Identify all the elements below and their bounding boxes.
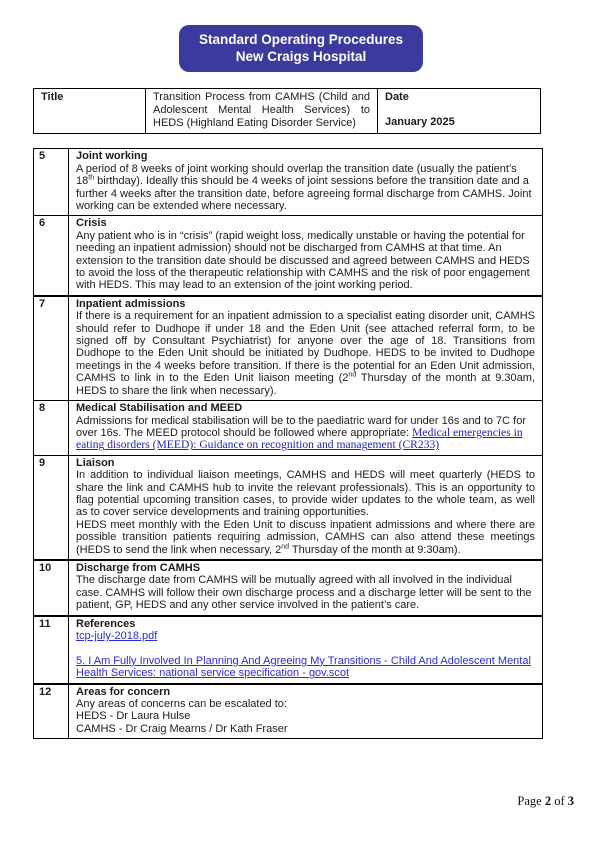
paragraph [76,415,535,452]
date-cell [378,89,541,134]
superscript-text: th [88,174,95,182]
row-heading: Areas for concern [76,685,171,698]
tcp-july-2018-pdf-link[interactable]: tcp-july-2018.pdf [76,630,158,643]
row-content [69,560,543,616]
paragraph [76,723,535,735]
table-row [34,149,543,216]
paragraph [76,642,535,654]
meed-guidance-link[interactable]: Medical emergencies in eating disorders (MEED): Guidance on recognition and management (CR233) [76,425,523,452]
date-label: Date [385,91,409,103]
title-value-cell: Transition Process from CAMHS (Child and Adolescent Mental Health Services) to HEDS (Highland Eating Disorder Service) [146,89,378,134]
row-content [69,401,543,456]
title-table-row [34,89,541,134]
text-segment: If there is a requirement for an inpatient admission to a specialist eating disorder unit, CAMHS should refer to Dudhope if under 18 and the Eden Unit (see attached referral form, to be signed off by Consultant Psychiatrist) for anyone over the age of 18. Transitions from Dudhope to the Eden Unit should be initiated by Dudhope. HEDS to be invited to Dudhope meetings in the 4 weeks before transition. If there is the potential for an Eden Unit admission, CAMHS to link in to the Eden Unit liaison meeting (2 [76,310,535,385]
paragraph [76,698,535,710]
row-number: 8 [34,401,69,456]
paragraph [76,310,535,397]
footer-of-word: of [551,794,568,808]
paragraph [76,163,535,213]
table-row [34,216,543,296]
table-row [34,401,543,456]
title-label-cell: Title [34,89,146,134]
row-heading: Liaison [76,456,115,469]
row-content [69,216,543,296]
text-segment: CAMHS - Dr Craig Mearns / Dr Kath Fraser [76,722,288,735]
table-row [34,560,543,616]
text-segment: Any patient who is in “crisis” (rapid weight loss, medically unstable or having the potential for needing an inpatient admission) should not be discharged from CAMHS at that time. An extension to the transition date should be discussed and agreed between CAMHS and HEDS to avoid the loss of the therapeutic relationship with CAMHS and the risk of poor engagement with HEDS. This may lead to an extension of the joint working period. [76,229,530,292]
text-segment: HEDS meet monthly with the Eden Unit to discuss inpatient admissions and where there are possible transition patients requiring admission, CAMHS can also attend these meetings (HEDS to send the link when necessary, 2 [76,518,535,556]
text-segment: The discharge date from CAMHS will be mutually agreed with all involved in the individual case. CAMHS will follow their own discharge process and a discharge letter will be sent to the patient, GP, HEDS and any other service involved in the patient’s care. [76,574,532,612]
text-segment: Thursday of the month at 9.30am, HEDS to share the link when necessary). [76,372,536,397]
text-segment: Admissions for medical stabilisation will be to the paediatric ward for under 16s and to 7C for over 16s. The MEED protocol should be followed where appropriate: [76,414,527,439]
text-segment: HEDS - Dr Laura Hulse [76,710,191,723]
table-row [34,455,543,560]
row-number: 11 [34,616,69,684]
paragraph [76,469,535,519]
page-number-footer [517,794,574,809]
text-segment: In addition to individual liaison meetings, CAMHS and HEDS will meet quarterly (HEDS to share the link and CAMHS hub to invite the relevant professionals). This is an opportunity to flag potential upcoming transition cases, to provide wider updates to the whole team, as well as to cover service developments and training opportunities. [76,469,535,519]
row-heading: References [76,617,136,630]
row-content [69,684,543,739]
row-heading: Crisis [76,217,107,230]
row-heading: Medical Stabilisation and MEED [76,402,243,415]
paragraph [76,655,535,680]
row-content [69,455,543,560]
paragraph [76,630,535,642]
table-row [34,616,543,684]
footer-page-word: Page [517,794,545,808]
text-segment: birthday). Ideally this should be 4 weeks of joint sessions before the transition date and a further 4 weeks after the transition date, before agreeing formal discharge from CAMHS. Joint working can be extended where necessary. [76,175,532,213]
table-row [34,296,543,401]
banner-line-1: Standard Operating Procedures [198,32,404,47]
paragraph [76,230,535,292]
row-content [69,296,543,401]
text-segment [76,642,79,654]
row-heading: Inpatient admissions [76,297,186,310]
row-number: 12 [34,684,69,739]
text-segment: Any areas of concerns can be escalated to: [76,698,287,711]
paragraph [76,574,535,611]
footer-total-pages: 3 [567,794,574,808]
row-number: 9 [34,455,69,560]
banner [179,25,423,72]
row-heading: Discharge from CAMHS [76,561,201,574]
govscot-specification-link[interactable]: 5. I Am Fully Involved In Planning And Agreeing My Transitions - Child And Adolescent Mental Health Services: national service specification - gov.scot [76,654,531,680]
text-segment: A period of 8 weeks of joint working should overlap the transition date (usually the patient’s 18 [76,162,517,188]
sop-table-body [34,149,543,739]
banner-line-2: New Craigs Hospital [235,49,367,64]
table-row [34,684,543,739]
row-number: 5 [34,149,69,216]
text-segment: Thursday of the month at 9:30am). [289,543,461,556]
paragraph [76,519,535,556]
footer-page-number: 2 [544,794,552,808]
row-number: 10 [34,560,69,616]
row-number: 7 [34,296,69,401]
sop-table [33,148,543,739]
superscript-text: nd [281,542,290,550]
row-content [69,149,543,216]
title-table [33,88,541,134]
row-heading: Joint working [76,150,148,163]
row-number: 6 [34,216,69,296]
date-value: January 2025 [385,115,455,128]
row-content [69,616,543,684]
superscript-text: nd [348,371,357,379]
paragraph [76,710,535,722]
